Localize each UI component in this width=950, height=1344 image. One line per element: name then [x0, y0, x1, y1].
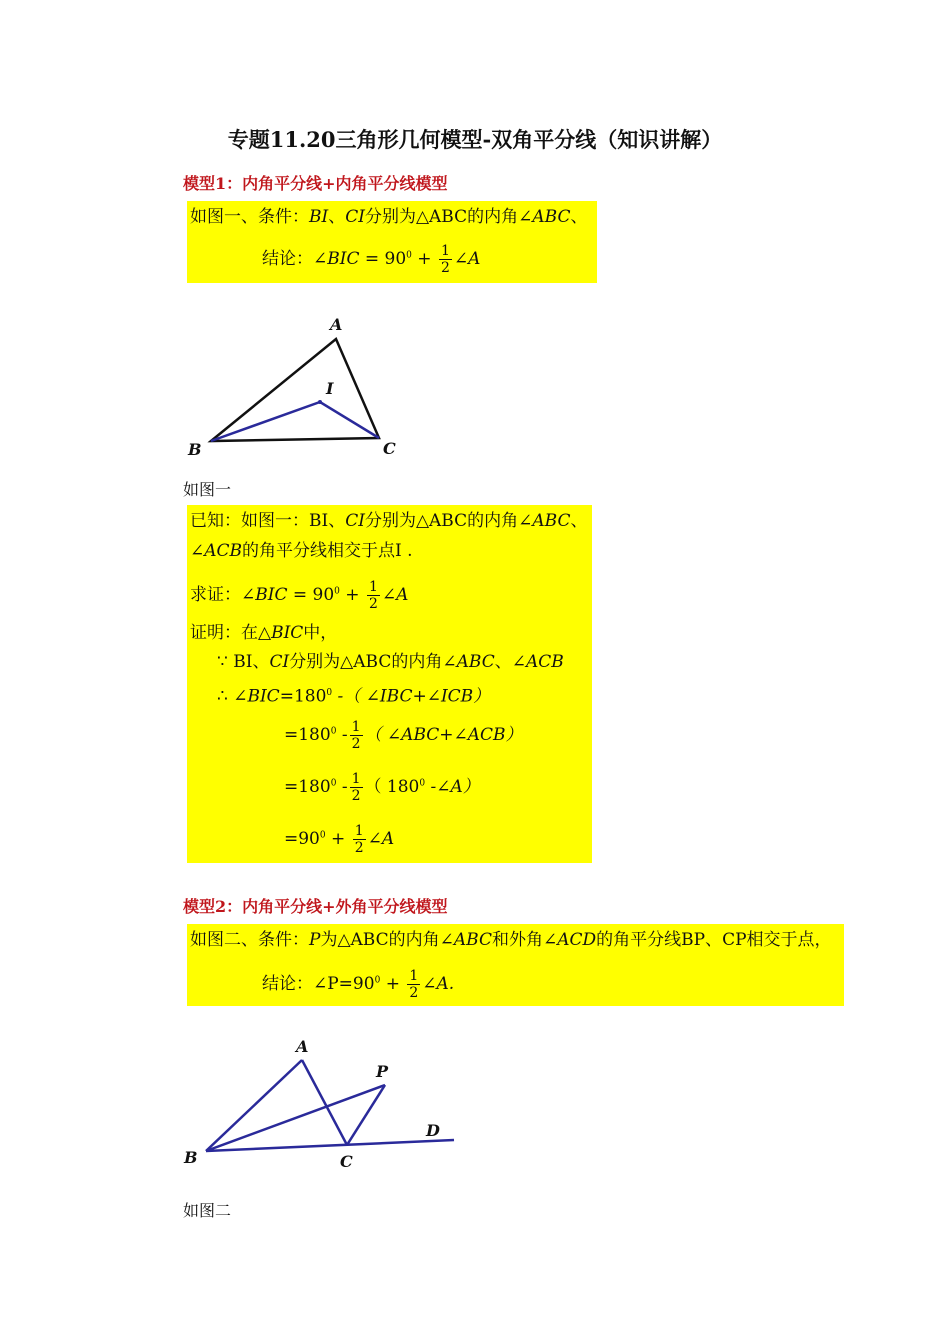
- figure-one-caption: 如图一: [183, 480, 232, 499]
- model1-conclusion-line: 结论：∠BIC = $90^0$ + $\frac{1}{2}$ ∠A: [262, 243, 481, 276]
- model1-condition-line: 如图一、条件：BI、CI分别为△ABC的内角∠ABC、: [190, 207, 588, 227]
- model2-condition-box: [187, 924, 844, 1006]
- label-b: B: [188, 440, 202, 459]
- model2-condition-line: 如图二、条件：P为△ABC的内角∠ABC和外角∠ACD的角平分线BP、CP相交于点，: [190, 930, 832, 950]
- fraction-one-half: $\frac{1}{2}$: [440, 243, 450, 276]
- proof-box: [187, 505, 592, 863]
- side-ab: [206, 1060, 302, 1151]
- triangle-abc: [211, 339, 379, 441]
- label-d: D: [426, 1121, 440, 1140]
- proof-step-3: $=180^0$ - $\frac{1}{2}$ （ $180^0$ -∠A）: [284, 771, 480, 804]
- proof-because-line: ∵ BI、CI分别为△ABC的内角∠ABC、∠ACB: [217, 652, 564, 672]
- model1-heading: 模型1：内角平分线+内角平分线模型: [183, 174, 448, 193]
- proof-therefore-line: ∴ $\angle BIC=180^0$ -（ ∠IBC+∠ICB）: [217, 686, 491, 707]
- figure-two-caption: 如图二: [183, 1201, 232, 1220]
- figure-two: [180, 1032, 470, 1177]
- page-title: 专题11.20三角形几何模型-双角平分线（知识讲解）: [227, 127, 723, 152]
- label-p: P: [376, 1062, 389, 1081]
- point-i: [318, 400, 322, 404]
- bisector-bp: [206, 1085, 385, 1151]
- model2-heading: 模型2：内角平分线+外角平分线模型: [183, 897, 448, 916]
- label-c: C: [340, 1152, 353, 1171]
- line-bcd: [206, 1140, 454, 1151]
- bisector-cp: [347, 1085, 385, 1145]
- proof-given-line-2: ∠ACB的角平分线相交于点I .: [190, 541, 413, 561]
- proof-given-line: 已知：如图一：BI、CI分别为△ABC的内角∠ABC、: [190, 511, 588, 531]
- label-i: I: [326, 379, 334, 398]
- model1-condition-box: [187, 201, 597, 283]
- label-b: B: [184, 1148, 198, 1167]
- proof-start-line: 证明：在△BIC中，: [190, 623, 338, 643]
- proof-prove-line: 求证：∠BIC = $90^0$ + $\frac{1}{2}$ ∠A: [190, 579, 409, 612]
- label-a: A: [330, 315, 343, 334]
- proof-step-2: $=180^0$ - $\frac{1}{2}$ （ ∠ABC+∠ACB）: [284, 719, 523, 752]
- proof-step-4: $=90^0$ + $\frac{1}{2}$ ∠A: [284, 823, 395, 856]
- label-c: C: [383, 439, 396, 458]
- label-a: A: [296, 1037, 309, 1056]
- figure-one: [180, 308, 420, 468]
- model2-conclusion-line: 结论：$\angle P=90^0$ + $\frac{1}{2}$ ∠A.: [262, 968, 455, 1001]
